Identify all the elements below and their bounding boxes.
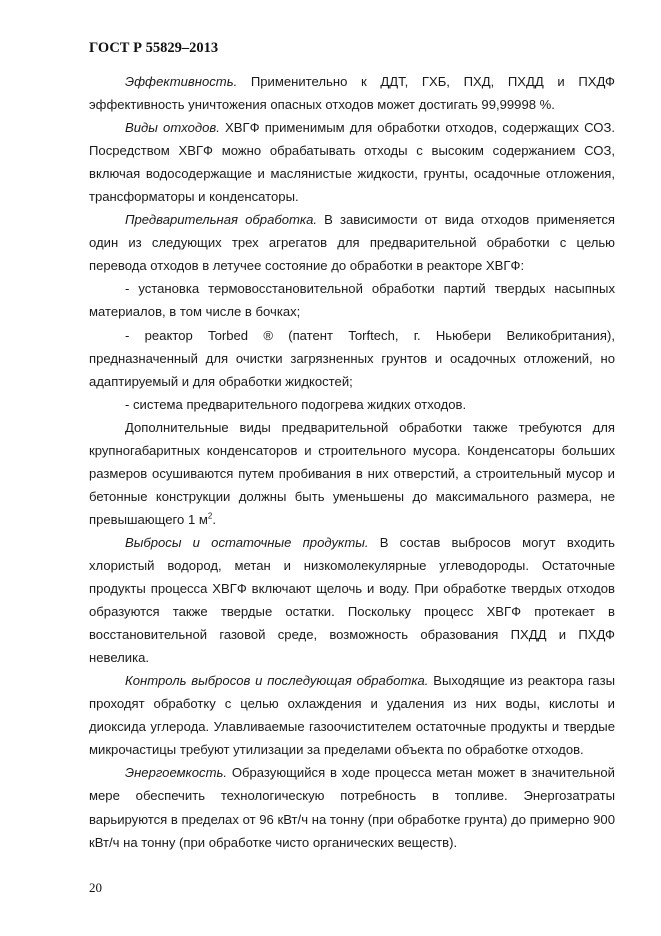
paragraph-waste-types [89, 116, 615, 208]
paragraph-emission-control [89, 669, 615, 761]
paragraph-text: В зависимости от вида отходов применяется один из следующих трех агрегатов для предварительной обработки с целью перевода отходов в летучее состояние до обработки в реакторе ХВГФ: [89, 212, 615, 274]
paragraph-efficiency [89, 70, 615, 116]
list-item-thermal-unit [89, 277, 615, 323]
paragraph-text: ХВГФ применимым для обработки отходов, содержащих СОЗ. Посредством ХВГФ можно обрабатывать отходы с высоким содержанием СОЗ, включая водосодержащие и маслянистые жидкости, грунты, осадочные отложения, трансформаторы и конденсаторы. [89, 120, 616, 205]
paragraph-text: - система предварительного подогрева жидких отходов. [125, 396, 467, 412]
paragraph-text: Выходящие из реактора газы проходят обработку с целью охлаждения и удаления из них воды, кислоты и диоксида углерода. Улавливаемые газоочистителем остаточные продукты и твердые микрочастицы требуют утилизации за пределами объекта по обработке отходов. [89, 673, 615, 758]
paragraph-lead: Эффективность. [125, 74, 238, 89]
paragraph-text: Применительно к ДДТ, ГХБ, ПХД, ПХДД и ПХДФ эффективность уничтожения опасных отходов может достигать 99,99998 %. [89, 74, 615, 113]
page-number: 20 [89, 880, 102, 895]
paragraph-text: Дополнительные виды предварительной обработки также требуются для крупногабаритных конденсаторов и строительного мусора. Конденсаторы больших размеров осушиваются путем пробивания в них отверстий, а строительный мусор и бетонные конструкции должны быть уменьшены до максимального размера, не превышающего 1 м [89, 419, 615, 527]
document-body [89, 70, 615, 854]
paragraph-lead: Предварительная обработка. [125, 212, 318, 228]
superscript: 2 [207, 511, 213, 521]
paragraph-text: В состав выбросов могут входить хлористый водород, метан и низкомолекулярные углеводороды. Остаточные продукты процесса ХВГФ включают щелочь и воду. При обработке твердых отходов образуются также твердые остатки. Поскольку процесс ХВГФ протекает в восстановительной газовой среде, возможность образования ПХДД и ПХДФ невелика. [89, 534, 615, 666]
paragraph-lead: Виды отходов. [125, 120, 220, 136]
paragraph-text: - установка термовосстановительной обработки партий твердых насыпных материалов, в том числе в бочках; [89, 281, 615, 320]
paragraph-energy [89, 761, 615, 853]
paragraph-lead: Контроль выбросов и последующая обработка. [125, 673, 429, 689]
document-header: ГОСТ Р 55829–2013 [89, 40, 219, 56]
paragraph-lead: Выбросы и остаточные продукты. [125, 534, 369, 550]
list-item-preheat-system [89, 393, 615, 416]
paragraph-emissions [89, 531, 615, 669]
list-item-torbed-reactor [89, 324, 615, 393]
paragraph-text: - реактор Torbed ® (патент Torftech, г. Ньюбери Великобритания), предназначенный для очистки загрязненных грунтов и осадочных отложений, но адаптируемый и для обработки жидкостей; [89, 327, 615, 389]
paragraph-text: Образующийся в ходе процесса метан может в значительной мере обеспечить технологическую потребность в топливе. Энергозатраты варьируются в пределах от 96 кВт/ч на тонну (при обработке грунта) до примерно 900 кВт/ч на тонну (при обработке чисто органических веществ). [89, 765, 615, 850]
paragraph-lead: Энергоемкость. [125, 765, 228, 781]
paragraph-pretreatment [89, 208, 615, 277]
paragraph-additional-pretreatment [89, 416, 615, 531]
paragraph-tail: . [212, 511, 216, 527]
